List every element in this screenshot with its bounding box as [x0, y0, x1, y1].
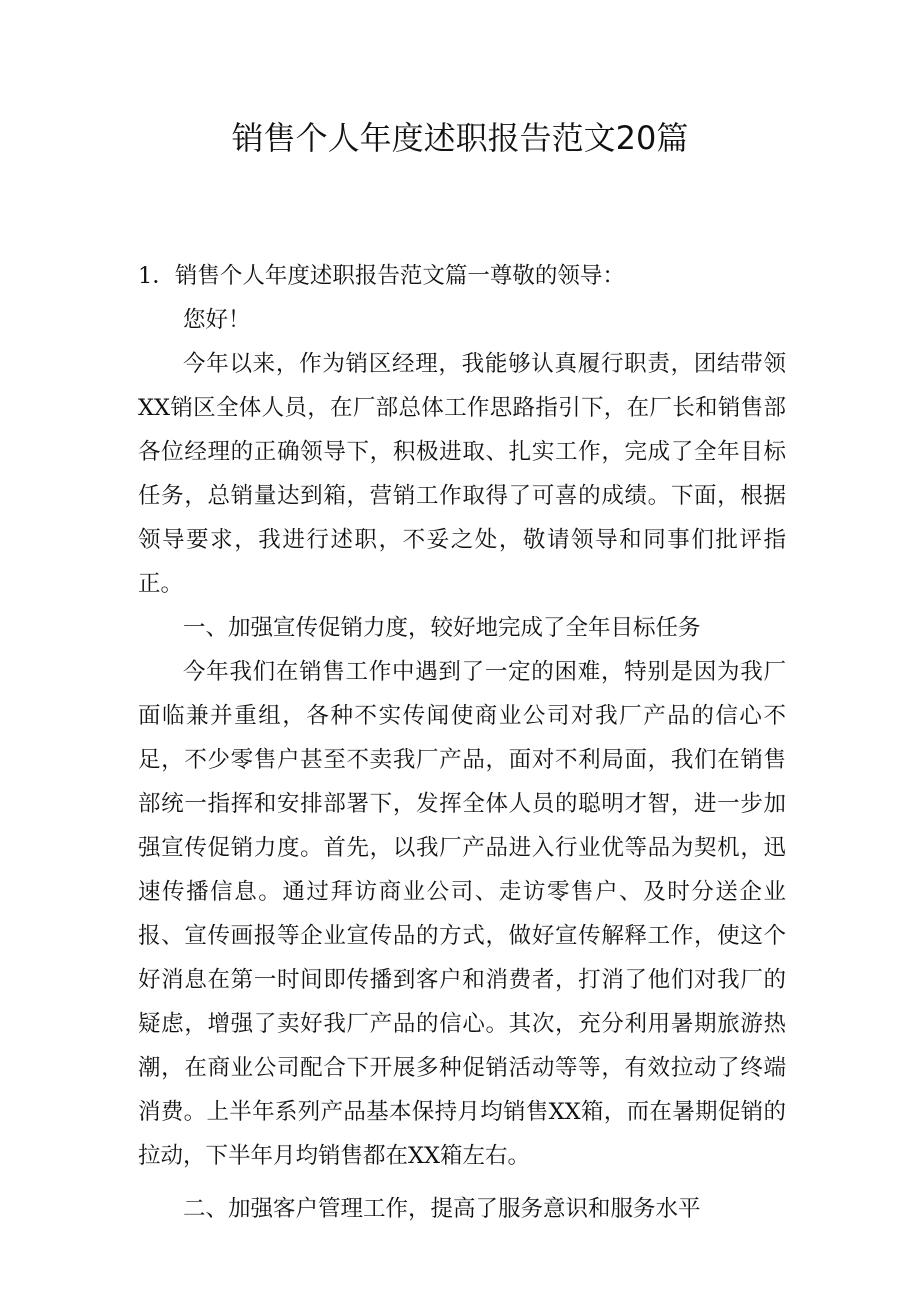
section-heading-1: 一、加强宣传促销力度，较好地完成了全年目标任务	[183, 615, 701, 641]
paragraph-intro: 今年以来，作为销区经理，我能够认真履行职责，团结带领XX销区全体人员，在厂部总体工作思路指引下，在厂长和销售部各位经理的正确领导下，积极进取、扎实工作，完成了全年目标任务，总销量达到箱，营销工作取得了可喜的成绩。下面，根据领导要求，我进行述职，不妥之处，敬请领导和同事们批评指正。	[138, 351, 786, 597]
paragraph-heading-1: 1．销售个人年度述职报告范文篇一尊敬的领导：	[138, 263, 625, 289]
document-title: 销售个人年度述职报告范文20篇	[231, 119, 689, 157]
document-body	[138, 254, 786, 1231]
section-heading-2: 二、加强客户管理工作，提高了服务意识和服务水平	[183, 1196, 701, 1222]
paragraph-gap	[138, 1178, 786, 1187]
paragraph-section-1: 今年我们在销售工作中遇到了一定的困难，特别是因为我厂面临兼并重组，各种不实传闻使商业公司对我厂产品的信心不足，不少零售户甚至不卖我厂产品，面对不利局面，我们在销售部统一指挥和安排部署下，发挥全体人员的聪明才智，进一步加强宣传促销力度。首先，以我厂产品进入行业优等品为契机，迅速传播信息。通过拜访商业公司、走访零售户、及时分送企业报、宣传画报等企业宣传品的方式，做好宣传解释工作，使这个好消息在第一时间即传播到客户和消费者，打消了他们对我厂的疑虑，增强了卖好我厂产品的信心。其次，充分利用暑期旅游热潮，在商业公司配合下开展多种促销活动等等，有效拉动了终端消费。上半年系列产品基本保持月均销售XX箱，而在暑期促销的拉动，下半年月均销售都在XX箱左右。	[138, 659, 786, 1169]
paragraph-greeting: 您好！	[183, 307, 251, 333]
